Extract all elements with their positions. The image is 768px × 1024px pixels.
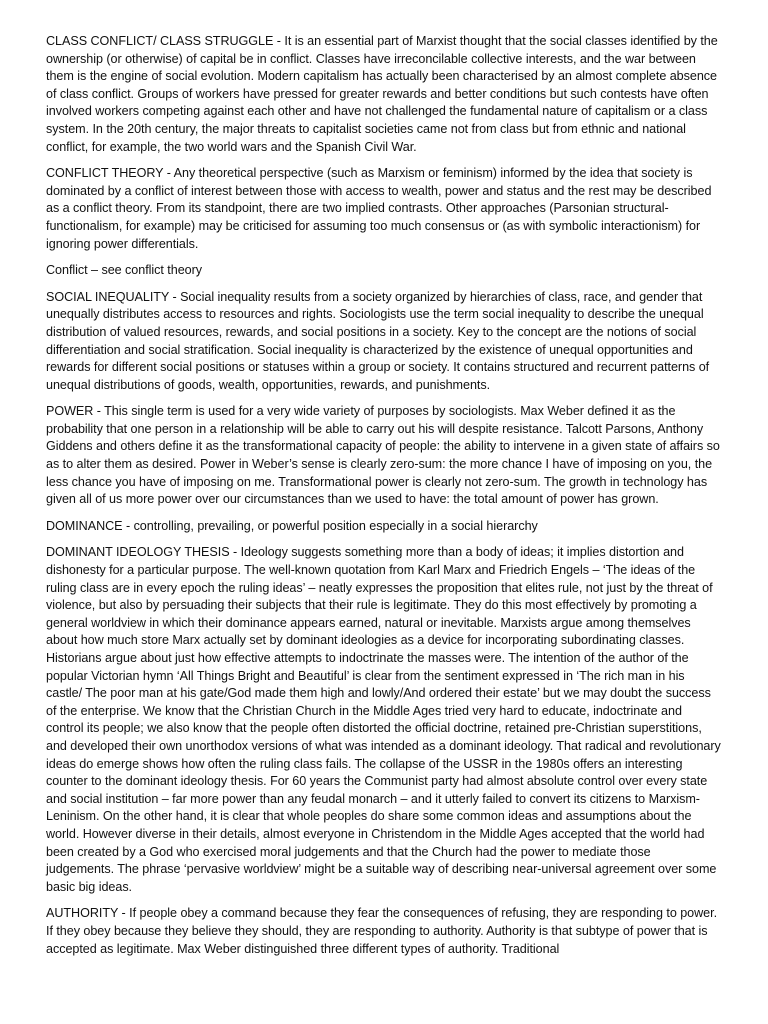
entry-term: POWER — [46, 404, 94, 419]
entry-separator: - — [169, 289, 181, 304]
entry-conflict — [46, 262, 722, 280]
entry-authority — [46, 905, 722, 958]
entry-body: Social inequality results from a society organized by hierarchies of class, race, and gender that unequally distributes access to resources and rights. Sociologists use the term social inequality to describe the unequal distribution of valued resources, rewards, and social positions in a society. Key to the concept are the notions of social differentiation and social stratification. Social inequality is characterized by the existence of unequal opportunities and rewards for different social positions or statuses within a group or society. It contains structured and recurrent patterns of unequal distributions of goods, wealth, opportunities, rewards, and punishments. — [46, 289, 710, 392]
entry-term: DOMINANCE — [46, 518, 123, 533]
entry-separator: – — [87, 263, 102, 278]
entry-separator: - — [229, 545, 241, 560]
entry-term: SOCIAL INEQUALITY — [46, 289, 170, 304]
entry-body: controlling, prevailing, or powerful position especially in a social hierarchy — [133, 518, 538, 533]
entry-body: It is an essential part of Marxist thought that the social classes identified by the ownership (or otherwise) of capital be in conflict. Classes have irreconcilable collective interests, and the war between them is the engine of social evolution. Modern capitalism has actually been characterised by an almost complete absence of class conflict. Groups of workers have pressed for greater rewards and better conditions but such contests have often involved workers competing against each other and have not challenged the fundamental nature of capitalism or a class system. In the 20th century, the major threats to capitalist societies came not from class but from ethnic and national conflict, for example, the two world wars and the Spanish Civil War. — [46, 34, 718, 154]
entry-term: CONFLICT THEORY — [46, 166, 164, 181]
entry-body: Ideology suggests something more than a body of ideas; it implies distortion and dishonesty for a particular purpose. The well-known quotation from Karl Marx and Friedrich Engels – ‘The ideas of the ruling class are in every epoch the ruling ideas’ – neatly expresses the proposition that elites rule, not just by the threat of violence, but also by persuading their subjects that their rule is legitimate. They do this most effectively by promoting a general worldview in which their dominance appears earned, natural or inevitable. Marxists argue among themselves about how much store Marx actually set by dominant ideologies as a device for incorporating subordinating classes. Historians argue about just how effective attempts to indoctrinate the masses were. The intention of the author of the popular Victorian hymn ‘All Things Bright and Beautiful’ is clear from the sentiment expressed in ‘The rich man in his castle/ The poor man at his gate/God made them high and lowly/And ordered their estate’ but we may doubt the success of the enterprise. We know that the Christian Church in the Middle Ages tried very hard to educate, indoctrinate and control its people; we also know that the people often distorted the official doctrine, retained pre-Christian superstitions, and developed their own unorthodox versions of what was intended as a dominant ideology. That radical and revolutionary ideas do emerge shows how often the ruling class fails. The collapse of the USSR in the 1980s offers an interesting counter to the dominant ideology thesis. For 60 years the Communist party had almost absolute control over every state and social institution – far more power than any feudal monarch – and it utterly failed to convert its citizens to Marxism-Leninism. On the other hand, it is clear that whole peoples do share some common ideas and assumptions about the world. However diverse in their details, almost everyone in Christendom in the Middle Ages accepted that the world had been created by a God who exercised moral judgements and that the Church had the power to mediate those judgements. The phrase ‘pervasive worldview’ might be a suitable way of describing near-universal agreement over some basic big ideas. — [46, 545, 721, 894]
entry-separator: - — [273, 34, 285, 48]
entry-term: Conflict — [46, 263, 88, 278]
entry-body: If people obey a command because they fear the consequences of refusing, they are responding to power. If they obey because they believe they should, they are responding to authority. Authority is that subtype of power that is accepted as legitimate. Max Weber distinguished three different types of authority. Traditional — [46, 906, 718, 956]
document-page — [46, 33, 722, 967]
entry-class-conflict — [46, 33, 722, 156]
entry-conflict-theory — [46, 165, 722, 253]
entry-body: This single term is used for a very wide variety of purposes by sociologists. Max Weber defined it as the probability that one person in a relationship will be able to carry out his will despite resistance. Talcott Parsons, Anthony Giddens and others define it as the transformational capacity of people: the ability to intervene in a given state of affairs so as to alter them as desired. Power in Weber’s sense is clearly zero-sum: the more chance I have of imposing on you, the less chance you have of imposing on me. Transformational power is clearly not zero-sum. The growth in technology has given all of us more power over our circumstances than we used to have: the total amount of power has grown. — [46, 404, 720, 507]
entry-power — [46, 403, 722, 509]
entry-dominant-ideology-thesis — [46, 544, 722, 896]
entry-term: DOMINANT IDEOLOGY THESIS — [46, 545, 230, 560]
entry-dominance — [46, 518, 722, 536]
entry-separator: - — [122, 518, 134, 533]
entry-social-inequality — [46, 289, 722, 395]
entry-separator: - — [93, 404, 105, 419]
entry-separator: - — [163, 166, 174, 181]
entry-body: see conflict theory — [101, 263, 203, 278]
entry-term: AUTHORITY — [46, 906, 119, 921]
entry-body: Any theoretical perspective (such as Marxism or feminism) informed by the idea that society is dominated by a conflict of interest between those with access to wealth, power and status and the rest may be described as a conflict theory. From its standpoint, there are two implied contrasts. Other approaches (Parsonian structural-functionalism, for example) may be criticised for assuming too much consensus or (as with symbolic interactionism) for ignoring power differentials. — [46, 166, 712, 251]
entry-term: CLASS CONFLICT/ CLASS STRUGGLE — [46, 34, 274, 48]
entry-separator: - — [118, 906, 130, 921]
